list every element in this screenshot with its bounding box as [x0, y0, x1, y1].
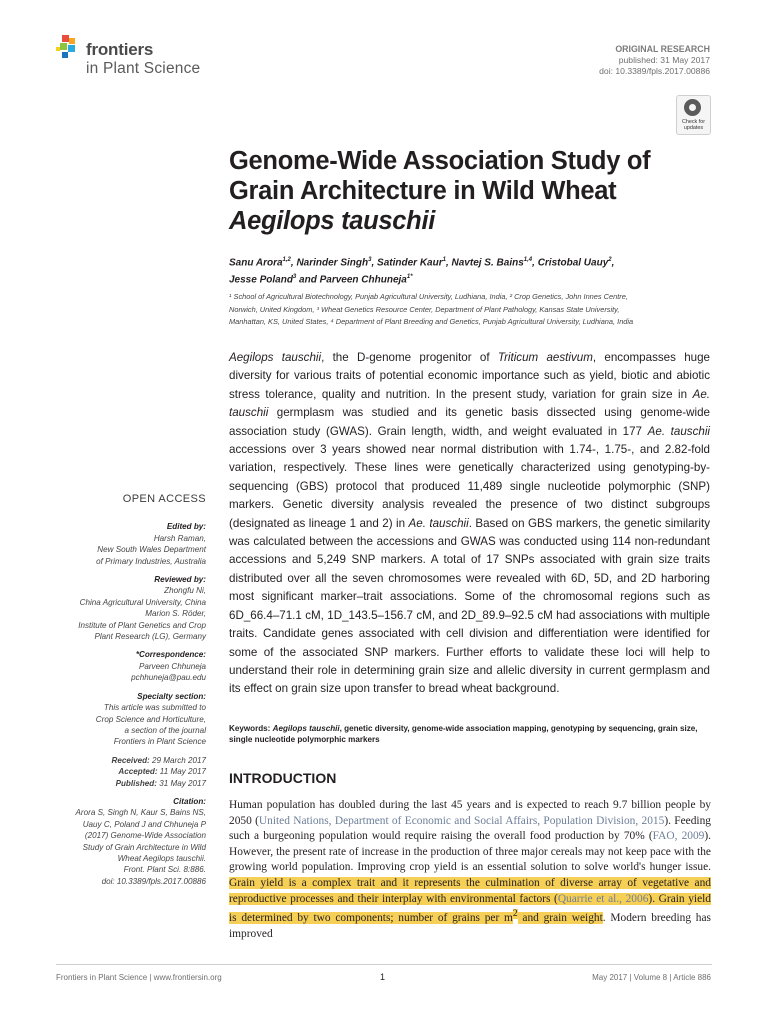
published-date-side: Published: 31 May 2017 [115, 778, 206, 788]
author-name[interactable]: Sanu Arora [229, 257, 283, 269]
check-for-updates-label: Check for updates [681, 119, 706, 131]
highlighted-text[interactable]: Grain yield is a complex trait and it represents the culmination of diverse array of vegetative and reproductive processes and their interplay with environmental factors ( [229, 876, 711, 905]
accepted-date: Accepted: 11 May 2017 [118, 767, 206, 777]
specialty-section-label: Specialty section: [137, 691, 206, 701]
author-name[interactable]: Jesse Poland [229, 274, 293, 286]
check-for-updates-icon [684, 99, 701, 116]
footer-issue-info: May 2017 | Volume 8 | Article 886 [592, 973, 711, 982]
correspondence-label: *Correspondence: [135, 650, 206, 660]
citation-doi[interactable]: doi: 10.3389/fpls.2017.00886 [101, 876, 206, 886]
page-number: 1 [380, 972, 386, 982]
author-name[interactable]: Parveen Chhuneja [319, 274, 407, 286]
introduction-paragraph: Human population has doubled during the last 45 years and is expected to reach 9.7 billion people by 2050 (United Nations, Department of Economic and Social Affairs, Population Division, 2015). Feeding such a burgeoning population would require raising the overall food production by 70% (FAO, 2009). However, the present rate of increase in the production of three major cereals may not keep pace with the growing world population. Improving crop yield is an essential solution to solve world's hunger issue. Grain yield is a complex trait and it represents the culmination of diverse array of vegetative and reproductive processes and their interplay with environmental factors (Quarrie et al., 2006). Grain yield is determined by two components; number of grains per $m^2$ and grain weight. Modern breeding has improved [229, 799, 712, 940]
received-date: Received: 29 March 2017 [111, 755, 206, 765]
author-name[interactable]: Satinder Kaur [377, 257, 443, 269]
frontiers-logo-icon [56, 35, 84, 63]
affiliations: ¹ School of Agricultural Biotechnology, Punjab Agricultural University, Ludhiana, India, ² Crop Genetics, John Innes Centre, Norwich, United Kingdom, ³ Wheat Genetics Resource Center, Department of Plant Pathology, Kansas State University, Manhattan, KS, United States, ⁴ Department of Plant Breeding and Genetics, Punjab Agricultural University, Ludhiana, India [229, 292, 634, 326]
article-meta [599, 44, 710, 77]
journal-name-section: in Plant Science [86, 60, 201, 77]
author-name[interactable]: Navtej S. Bains [451, 257, 524, 269]
author-line-2: Jesse Poland$^3$ and Parveen Chhuneja$^{1*}$ [229, 274, 413, 286]
citation-link[interactable]: United Nations, Department of Economic and Social Affairs, Population Division, 2015 [258, 814, 665, 827]
author-name[interactable]: Narinder Singh [296, 257, 369, 269]
author-line-1: Sanu Arora$^{1,2}$, Narinder Singh$^3$, Satinder Kaur$^1$, Navtej S. Bains$^{1,4}$, Cristobal Uauy$^2$, [229, 257, 615, 269]
citation-link[interactable]: FAO, 2009 [652, 830, 705, 843]
reviewed-by-label: Reviewed by: [154, 575, 206, 585]
doi[interactable]: doi: 10.3389/fpls.2017.00886 [599, 66, 710, 76]
highlighted-text[interactable]: and grain weight [517, 911, 603, 924]
journal-name-frontiers: frontiers [86, 40, 154, 59]
author-name[interactable]: Cristobal Uauy [537, 257, 609, 269]
correspondence-email[interactable]: pchhuneja@pau.edu [131, 673, 206, 683]
footer-journal-link[interactable]: Frontiers in Plant Science | www.frontiersin.org [56, 973, 222, 982]
edited-by-label: Edited by: [166, 522, 206, 532]
published-date: published: 31 May 2017 [618, 55, 710, 65]
section-heading-introduction: INTRODUCTION [229, 770, 337, 786]
article-title: Genome-Wide Association Study of Grain Architecture in Wild Wheat Aegilops tauschii [229, 147, 651, 235]
footer-divider [56, 964, 712, 965]
journal-logo[interactable] [56, 35, 226, 85]
open-access-label: OPEN ACCESS [122, 493, 206, 505]
abstract: Aegilops tauschii, the D-genome progenitor of Triticum aestivum, encompasses huge diversity for various traits of potential economic importance such as yield, biotic and abiotic stress tolerance, quality and nutrition. In the present study, variation for grain size in Ae. tauschii germplasm was studied and its genetic basis dissected using genome-wide association study (GWAS). Grain length, width, and weight evaluated in 177 Ae. tauschii accessions over 3 years showed near normal distribution with 1.74-, 1.75-, and 2.82-fold variation, respectively. These lines were genetically characterized using genotyping-by-sequencing (GBS) protocol that produced 11,489 single nucleotide polymorphic (SNP) markers. Genetic diversity analysis revealed the presence of two distinct subgroups (designated as lineage 1 and 2) in Ae. tauschii. Based on GBS markers, the genetic similarity was calculated between the accessions and GWAS was conducted using 114 non-redundant accessions and 5,249 SNP markers. A total of 17 SNPs associated with grain size traits distributed over all the seven chromosomes were revealed with 6D, 5D, and 2D harboring most significant marker–trait associations. Some of the chromosomal regions such as 6D_66.4–71.1 cM, 1D_143.5–156.7 cM, and 2D_89.9–92.5 cM had associations with multiple traits. Candidate genes associated with cell division and differentiation were identified for some of the associated SNP markers. Further efforts to validate these loci will help to understand their role in determining grain size and allelic diversity in current germplasm and its effect on grain size upon transfer to bread wheat background. [229, 351, 710, 696]
article-type: ORIGINAL RESEARCH [615, 44, 710, 54]
keywords: Keywords: Aegilops tauschii, genetic diversity, genome-wide association mapping, genotyping by sequencing, grain size, single nucleotide polymorphic markers [229, 724, 698, 744]
citation-link[interactable]: Quarrie et al., 2006 [557, 892, 649, 905]
highlighted-text[interactable]: ). Grain yield is determined by two components; number of grains per m [229, 892, 712, 924]
citation-label: Citation: [173, 796, 206, 806]
author-list [229, 253, 709, 288]
sidebar-info: OPEN ACCESS Edited by: Harsh Raman, New South Wales Department of Primary Industries, Australia Reviewed by: Zhongfu Ni, China Agricultural University, China Marion S. Röder, Institute of Plant Genetics and Crop Plant Research (LG), Germany *Correspondence: Parveen Chhuneja pchhuneja@pau.edu Specialty section: This article was submitted to Crop Science and Horticulture, a section of the journal Frontiers in Plant Science Received: 29 March 2017 Accepted: 11 May 2017 Published: 31 May 2017 Citation: Arora S, Singh N, Kaur S, Bains NS, Uauy C, Poland J and Chhuneja P (2017) Genome-Wide Association Study of Grain Architecture in Wild Wheat Aegilops tauschii. Front. Plant Sci. 8:886. doi: 10.3389/fpls.2017.00886 [56, 494, 206, 887]
check-for-updates-badge[interactable] [676, 95, 711, 135]
